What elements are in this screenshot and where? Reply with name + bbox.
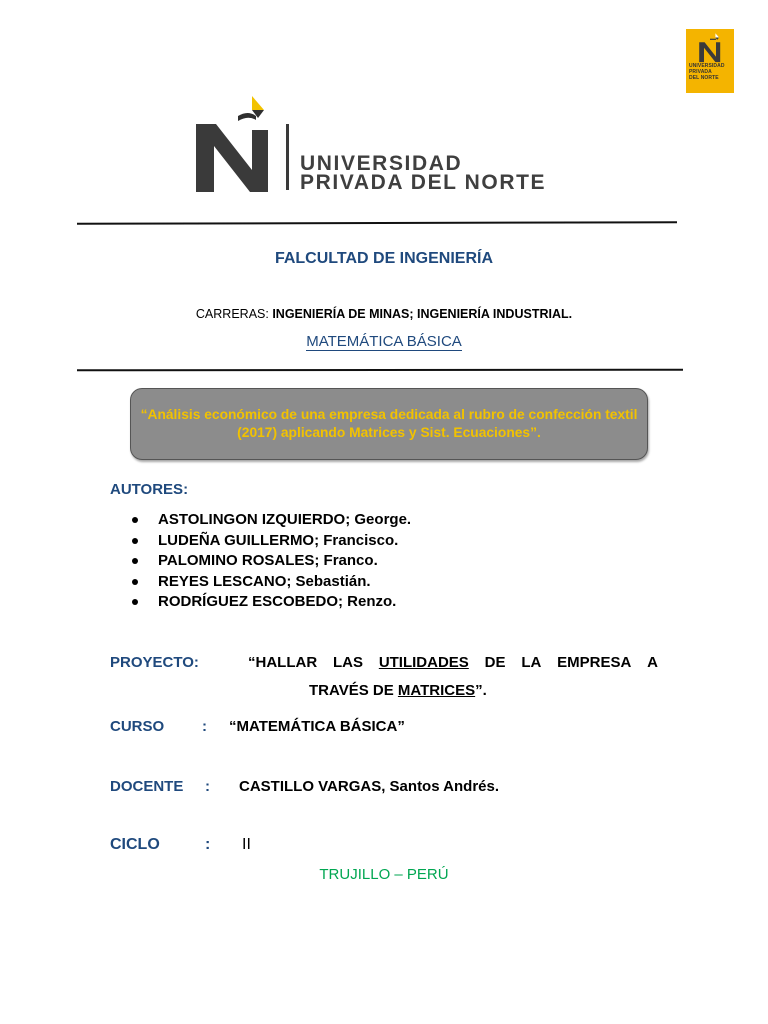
author-item bbox=[130, 510, 411, 531]
corner-university-logo bbox=[686, 29, 734, 93]
proyecto-word-underlined: UTILIDADES bbox=[378, 654, 469, 671]
curso-colon: : bbox=[202, 718, 207, 735]
proyecto-word: EMPRESA bbox=[557, 654, 632, 671]
proyecto-line2-underlined: MATRICES bbox=[397, 682, 476, 699]
proyecto-word: LAS bbox=[332, 654, 363, 671]
docente-value: CASTILLO VARGAS, Santos Andrés. bbox=[239, 778, 500, 795]
careers-line bbox=[0, 307, 768, 321]
author-name: ASTOLINGON IZQUIERDO; George. bbox=[158, 511, 412, 528]
careers-value: INGENIERÍA DE MINAS; INGENIERÍA INDUSTRIAL. bbox=[272, 307, 573, 321]
bullet-icon bbox=[132, 538, 138, 544]
author-list bbox=[130, 510, 411, 613]
proyecto-value-line1 bbox=[248, 654, 658, 671]
author-item bbox=[130, 551, 411, 572]
n-tilde-icon bbox=[698, 33, 722, 63]
project-title-text: “Análisis económico de una empresa dedicada al rubro de confección textil (2017) aplicando Matrices y Sist. Ecuaciones”. bbox=[140, 407, 638, 440]
proyecto-word: “HALLAR bbox=[248, 654, 318, 671]
curso-value: “MATEMÁTICA BÁSICA” bbox=[229, 718, 405, 735]
author-item bbox=[130, 572, 411, 593]
bullet-icon bbox=[132, 558, 138, 564]
project-title-box bbox=[130, 388, 648, 460]
proyecto-line2-suffix: ”. bbox=[475, 682, 487, 699]
faculty-heading: FALCULTAD DE INGENIERÍA bbox=[274, 250, 494, 267]
authors-label: AUTORES: bbox=[110, 481, 189, 498]
corner-logo-line2: PRIVADA bbox=[689, 69, 712, 75]
subject-title bbox=[0, 333, 768, 350]
author-item bbox=[130, 592, 411, 613]
ciclo-colon: : bbox=[205, 836, 211, 853]
location-text: TRUJILLO – PERÚ bbox=[319, 866, 449, 883]
proyecto-label: PROYECTO: bbox=[110, 654, 199, 671]
logo-divider bbox=[286, 124, 289, 190]
corner-logo-line1: UNIVERSIDAD bbox=[689, 63, 725, 69]
bullet-icon bbox=[132, 517, 138, 523]
ciclo-value: II bbox=[242, 836, 251, 853]
author-name: RODRÍGUEZ ESCOBEDO; Renzo. bbox=[158, 593, 397, 610]
proyecto-value-line2 bbox=[309, 682, 487, 699]
subject-title-text: MATEMÁTICA BÁSICA bbox=[306, 333, 462, 350]
docente-label: DOCENTE bbox=[110, 778, 184, 795]
logo-text-line1: UNIVERSIDAD bbox=[300, 152, 463, 175]
top-rule bbox=[77, 221, 677, 225]
proyecto-word: A bbox=[647, 654, 658, 671]
author-item bbox=[130, 531, 411, 552]
university-logo-mark-icon bbox=[192, 96, 272, 194]
proyecto-word: DE bbox=[484, 654, 506, 671]
proyecto-word: LA bbox=[521, 654, 542, 671]
careers-prefix: CARRERAS: bbox=[195, 307, 273, 321]
corner-logo-line3: DEL NORTE bbox=[689, 75, 719, 81]
curso-label: CURSO bbox=[110, 718, 165, 735]
author-name: PALOMINO ROSALES; Franco. bbox=[158, 552, 378, 569]
middle-rule bbox=[77, 369, 683, 372]
author-name: LUDEÑA GUILLERMO; Francisco. bbox=[158, 531, 399, 549]
logo-text-line2: PRIVADA DEL NORTE bbox=[300, 171, 547, 194]
ciclo-label: CICLO bbox=[110, 836, 160, 853]
docente-colon: : bbox=[205, 778, 210, 795]
bullet-icon bbox=[132, 579, 138, 585]
proyecto-line2-prefix: TRAVÉS DE bbox=[309, 682, 398, 699]
author-name: REYES LESCANO; Sebastián. bbox=[158, 572, 371, 590]
bullet-icon bbox=[132, 599, 138, 605]
